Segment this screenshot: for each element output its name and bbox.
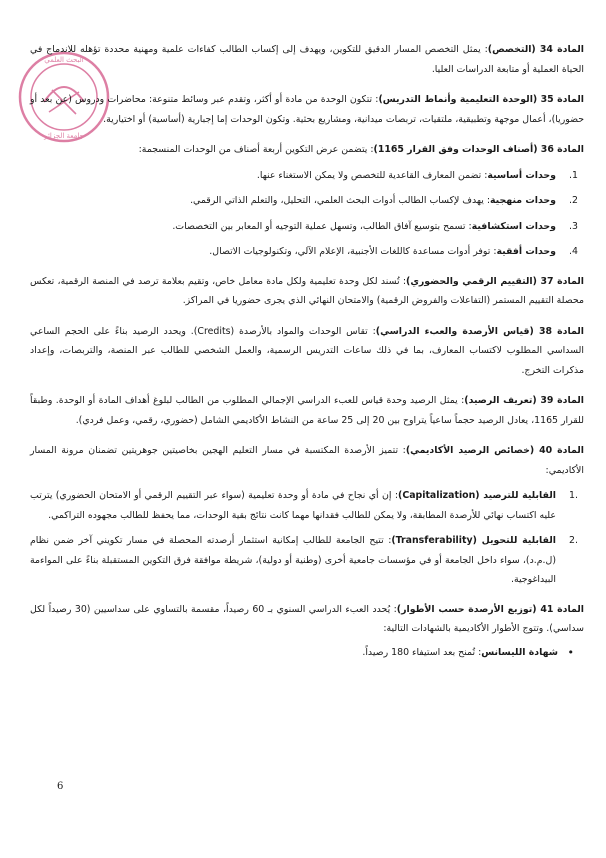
list-item: .2 القابلية للتحويل (Transferability): تتيح الجامعة للطالب إمكانية استثمار أرصدته المحصلة في مسار تكويني آخر ضمن نظام (ل.م.د)، سواء داخل الجامعة أو في مؤسسات جامعية أخرى (وطنية أو دولية)، شريطة موافقة فرق التكوين المستقبلة بناءً على المواءمة البيداغوجية.: [30, 535, 578, 585]
list-item: 4. وحدات أفقية: توفر أدوات مساعدة كاللغات الأجنبية، الإعلام الآلي، وتكنولوجيات الاتصال.: [209, 246, 578, 257]
article-38: المادة 38 (قياس الأرصدة والعبء الدراسي): تقاس الوحدات والمواد بالأرصدة (Credits). ويحدد الرصيد بناءً على الحجم الساعي السداسي المطلوب لاكتساب المعارف، بما في ذلك ساعات التدريس الرسمية، والعمل الشخصي للطالب عبر المنصة، والتربصات، وإعداد مذكرات التخرج.: [30, 325, 584, 376]
list-item: 3. وحدات استكشافية: تسمح بتوسيع آفاق الطالب، وتسهل عملية التوجيه أو المعابر بين التخصصات.: [172, 220, 578, 232]
article-37: المادة 37 (التقييم الرقمي والحضوري): تُسند لكل وحدة تعليمية ولكل مادة معامل خاص، وتقيم بعلامة ترصد في المنصة الرقمية، تعكس محصلة التقييم المستمر (التفاعلات والفروض الرقمية) والامتحان النهائي الذي يجرى حضوريا في المراكز.: [30, 275, 584, 306]
svg-text:البحث العلمي: البحث العلمي: [44, 56, 84, 64]
document-body: [30, 40, 584, 662]
list-item: • شهادة الليسانس: تُمنح بعد استيفاء 180 رصيداً.: [30, 643, 558, 663]
credit-properties-list: [30, 486, 584, 590]
degrees-list: [30, 643, 584, 663]
page-number: 6: [57, 781, 64, 792]
article-40: المادة 40 (خصائص الرصيد الأكاديمي): تتميز الأرصدة المكتسبة في مسار التعليم الهجين بخاصيتين جوهريتين تضمنان مرونة المسار الأكاديمي:: [30, 445, 584, 476]
article-34: المادة 34 (التخصص): يمثل التخصص المسار الدقيق للتكوين، ويهدف إلى إكساب الطالب كفاءات علمية ومهنية محددة تؤهله للاندماج في الحياة العملية أو متابعة الدراسات العليا.: [30, 44, 584, 75]
list-item: .1 القابلية للترصيد (Capitalization): إن أي نجاح في مادة أو وحدة تعليمية (سواء عبر التقييم الرقمي أو الامتحان الحضوري) يترتب عليه اكتساب نهائي للأرصدة المطابقة، ولا يمكن للطالب فقدانها مهما كانت نتائج بقية الوحدات، مما يحفظ للطالب مجهوده التراكمي.: [30, 490, 578, 521]
article-36: المادة 36 (أصناف الوحدات وفق القرار 1165): يتضمن عرض التكوين أربعة أصناف من الوحدات المنسجمة:: [138, 144, 584, 155]
article-39: المادة 39 (تعريف الرصيد): يمثل الرصيد وحدة قياس للعبء الدراسي الإجمالي المطلوب من الطالب لبلوغ أهداف المادة أو الوحدة. وطبقاً للقرار 1165، يعادل الرصيد حجماً ساعياً يتراوح بين 20 إلى 25 ساعة من النشاط الأكاديمي الشامل (حضوري، رقمي، وعمل فردي).: [30, 395, 584, 426]
list-item: 2. وحدات منهجية: يهدف لإكساب الطالب أدوات البحث العلمي، التحليل، والتعلم الذاتي الرقمي.: [190, 195, 578, 206]
list-item: 1. وحدات أساسية: تضمن المعارف القاعدية للتخصص ولا يمكن الاستغناء عنها.: [256, 169, 578, 181]
svg-text:جامعة الجزائر: جامعة الجزائر: [44, 132, 84, 140]
article-41: المادة 41 (توزيع الأرصدة حسب الأطوار): يُحدد العبء الدراسي السنوي بـ 60 رصيداً، مقسمة بالتساوي على سداسيين (30 رصيداً لكل سداسي). وتتوج الأطوار الأكاديمية بالشهادات التالية:: [30, 603, 584, 634]
article-35: المادة 35 (الوحدة التعليمية وأنماط التدريس): تتكون الوحدة من مادة أو أكثر، وتقدم عبر وسائط متنوعة: محاضرات ودروس (عن بعد أو حضوريا)، أعمال موجهة وتطبيقية، ملتقيات، تربصات ميدانية، ومشاريع بحثية. وتكون الوحدات إما إجبارية (أساسية) أو اختيارية.: [30, 94, 584, 125]
bullet-icon: •: [567, 645, 574, 659]
unit-types-list: [30, 166, 584, 262]
